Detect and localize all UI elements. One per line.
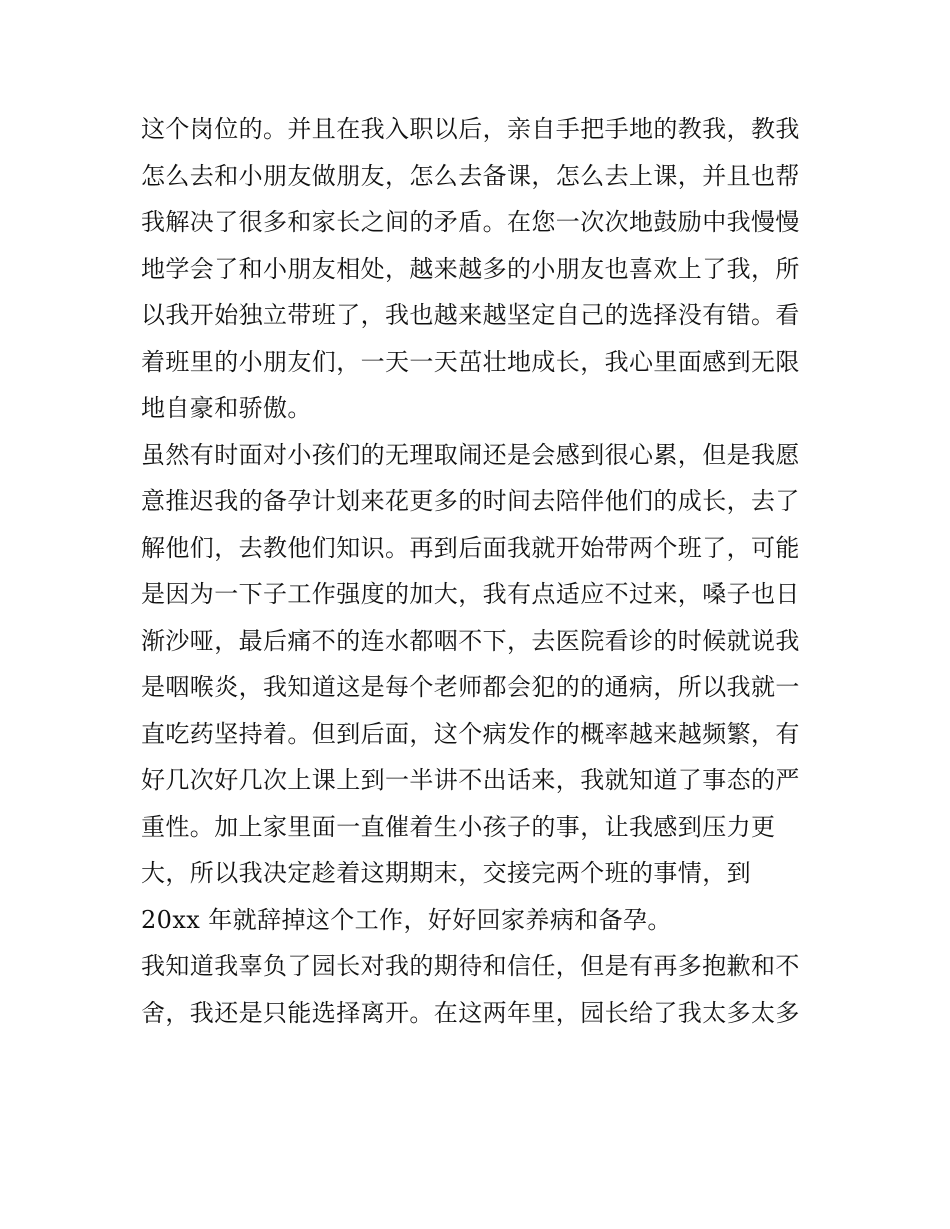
- text-line: 虽然有时面对小孩们的无理取闹还是会感到很心累，但是我愿: [141, 440, 800, 469]
- text-line: 这个岗位的。并且在我入职以后，亲自手把手地的教我，教我: [141, 115, 800, 143]
- text-line: 着班里的小朋友们，一天一天茁壮地成长，我心里面感到无限: [141, 347, 800, 376]
- text-line: 是咽喉炎，我知道这是每个老师都会犯的的通病，所以我就一: [141, 673, 800, 701]
- text-line: 意推迟我的备孕计划来花更多的时间去陪伴他们的成长，去了: [141, 487, 800, 515]
- text-line: 好几次好几次上课上到一半讲不出话来，我就知道了事态的严: [141, 766, 800, 794]
- text-line: 解他们，去教他们知识。再到后面我就开始带两个班了，可能: [141, 533, 800, 562]
- text-line: 我解决了很多和家长之间的矛盾。在您一次次地鼓励中我慢慢: [141, 208, 800, 236]
- text-line: 20xx 年就辞掉这个工作，好好回家养病和备孕。: [141, 905, 672, 934]
- text-line: 是因为一下子工作强度的加大，我有点适应不过来，嗓子也日: [141, 580, 800, 608]
- text-line: 地自豪和骄傲。: [141, 394, 312, 422]
- body-text: [141, 106, 821, 1036]
- text-line: 舍，我还是只能选择离开。在这两年里，园长给了我太多太多: [141, 998, 800, 1027]
- text-line: 怎么去和小朋友做朋友，怎么去备课，怎么去上课，并且也帮: [141, 161, 800, 190]
- text-line: 以我开始独立带班了，我也越来越坚定自己的选择没有错。看: [141, 301, 800, 329]
- text-line: 地学会了和小朋友相处，越来越多的小朋友也喜欢上了我，所: [141, 254, 800, 283]
- text-line: 直吃药坚持着。但到后面，这个病发作的概率越来越频繁，有: [141, 719, 800, 748]
- text-line: 重性。加上家里面一直催着生小孩子的事，让我感到压力更: [141, 812, 776, 841]
- text-line: 我知道我辜负了园长对我的期待和信任，但是有再多抱歉和不: [141, 952, 800, 980]
- text-line: 渐沙哑，最后痛不的连水都咽不下，去医院看诊的时候就说我: [141, 626, 800, 655]
- text-line: 大，所以我决定趁着这期期末，交接完两个班的事情，到: [141, 859, 751, 887]
